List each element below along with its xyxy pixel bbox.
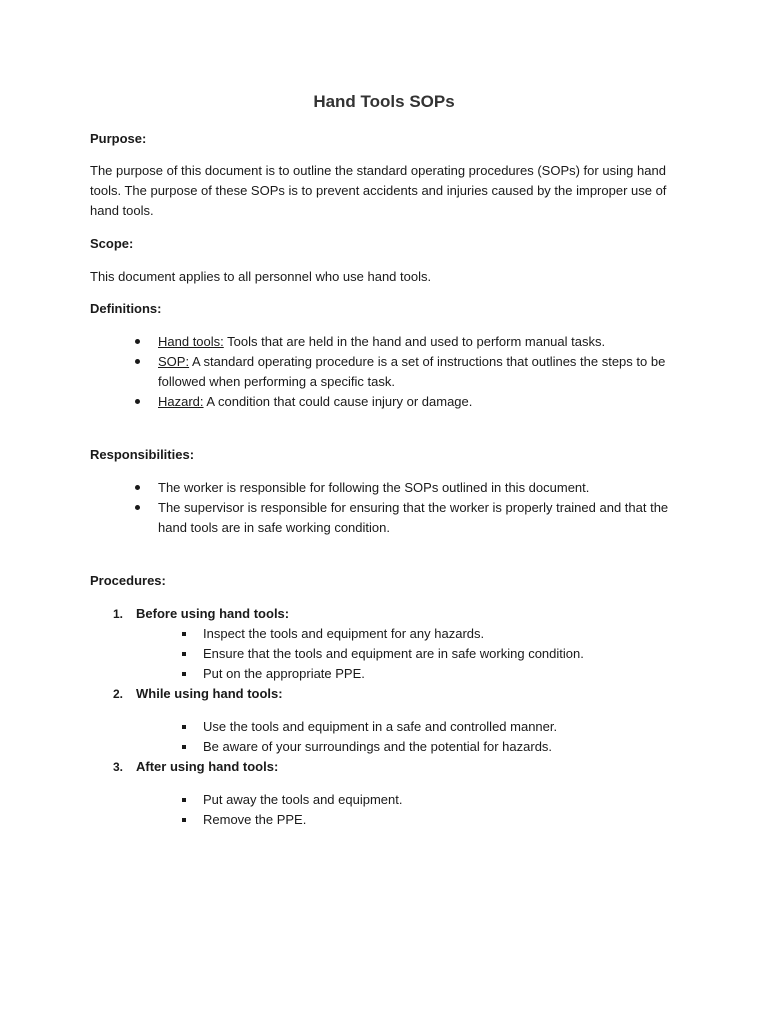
step-title: Before using hand tools: [136, 606, 290, 621]
definition-text: A standard operating procedure is a set of instructions that outlines the steps to be [189, 354, 666, 369]
bullet-icon [135, 485, 140, 490]
purpose-line-3: hand tools. [90, 203, 154, 218]
definition-item [158, 392, 472, 412]
square-bullet-icon [182, 652, 186, 656]
definition-item [158, 352, 665, 372]
purpose-line-2: tools. The purpose of these SOPs is to prevent accidents and injuries caused by the improper use of [90, 183, 667, 198]
definitions-heading: Definitions: [90, 301, 162, 316]
scope-heading: Scope: [90, 236, 134, 251]
square-bullet-icon [182, 672, 186, 676]
step-item: Put away the tools and equipment. [203, 792, 403, 807]
square-bullet-icon [182, 798, 186, 802]
purpose-heading: Purpose: [90, 131, 147, 146]
step-number: 1. [113, 607, 124, 621]
square-bullet-icon [182, 818, 186, 822]
responsibilities-heading: Responsibilities: [90, 447, 195, 462]
responsibility-item: The worker is responsible for following the SOPs outlined in this document. [158, 480, 590, 495]
square-bullet-icon [182, 745, 186, 749]
step-item: Remove the PPE. [203, 812, 307, 827]
step-number: 3. [113, 760, 124, 774]
step-title: While using hand tools: [136, 686, 283, 701]
square-bullet-icon [182, 725, 186, 729]
responsibility-item-cont: hand tools are in safe working condition. [158, 520, 390, 535]
bullet-icon [135, 339, 140, 344]
definition-text-cont: followed when performing a specific task. [158, 374, 396, 389]
step-item: Ensure that the tools and equipment are in safe working condition. [203, 646, 584, 661]
bullet-icon [135, 399, 140, 404]
square-bullet-icon [182, 632, 186, 636]
page-title: Hand Tools SOPs [313, 92, 455, 111]
definition-item [158, 332, 605, 352]
bullet-icon [135, 359, 140, 364]
step-item: Inspect the tools and equipment for any hazards. [203, 626, 485, 641]
responsibility-item: The supervisor is responsible for ensuring that the worker is properly trained and that the [158, 500, 669, 515]
definition-term: SOP: [158, 354, 190, 369]
step-item: Put on the appropriate PPE. [203, 666, 365, 681]
purpose-line-1: The purpose of this document is to outline the standard operating procedures (SOPs) for using hand [90, 163, 666, 178]
scope-text: This document applies to all personnel who use hand tools. [90, 269, 432, 284]
bullet-icon [135, 505, 140, 510]
step-item: Use the tools and equipment in a safe and controlled manner. [203, 719, 558, 734]
step-title: After using hand tools: [136, 759, 279, 774]
definition-term: Hand tools: [158, 334, 224, 349]
definition-text: A condition that could cause injury or damage. [203, 394, 473, 409]
step-item: Be aware of your surroundings and the potential for hazards. [203, 739, 553, 754]
definition-term: Hazard: [158, 394, 204, 409]
step-number: 2. [113, 687, 124, 701]
procedures-heading: Procedures: [90, 573, 166, 588]
definition-text: Tools that are held in the hand and used to perform manual tasks. [223, 334, 606, 349]
